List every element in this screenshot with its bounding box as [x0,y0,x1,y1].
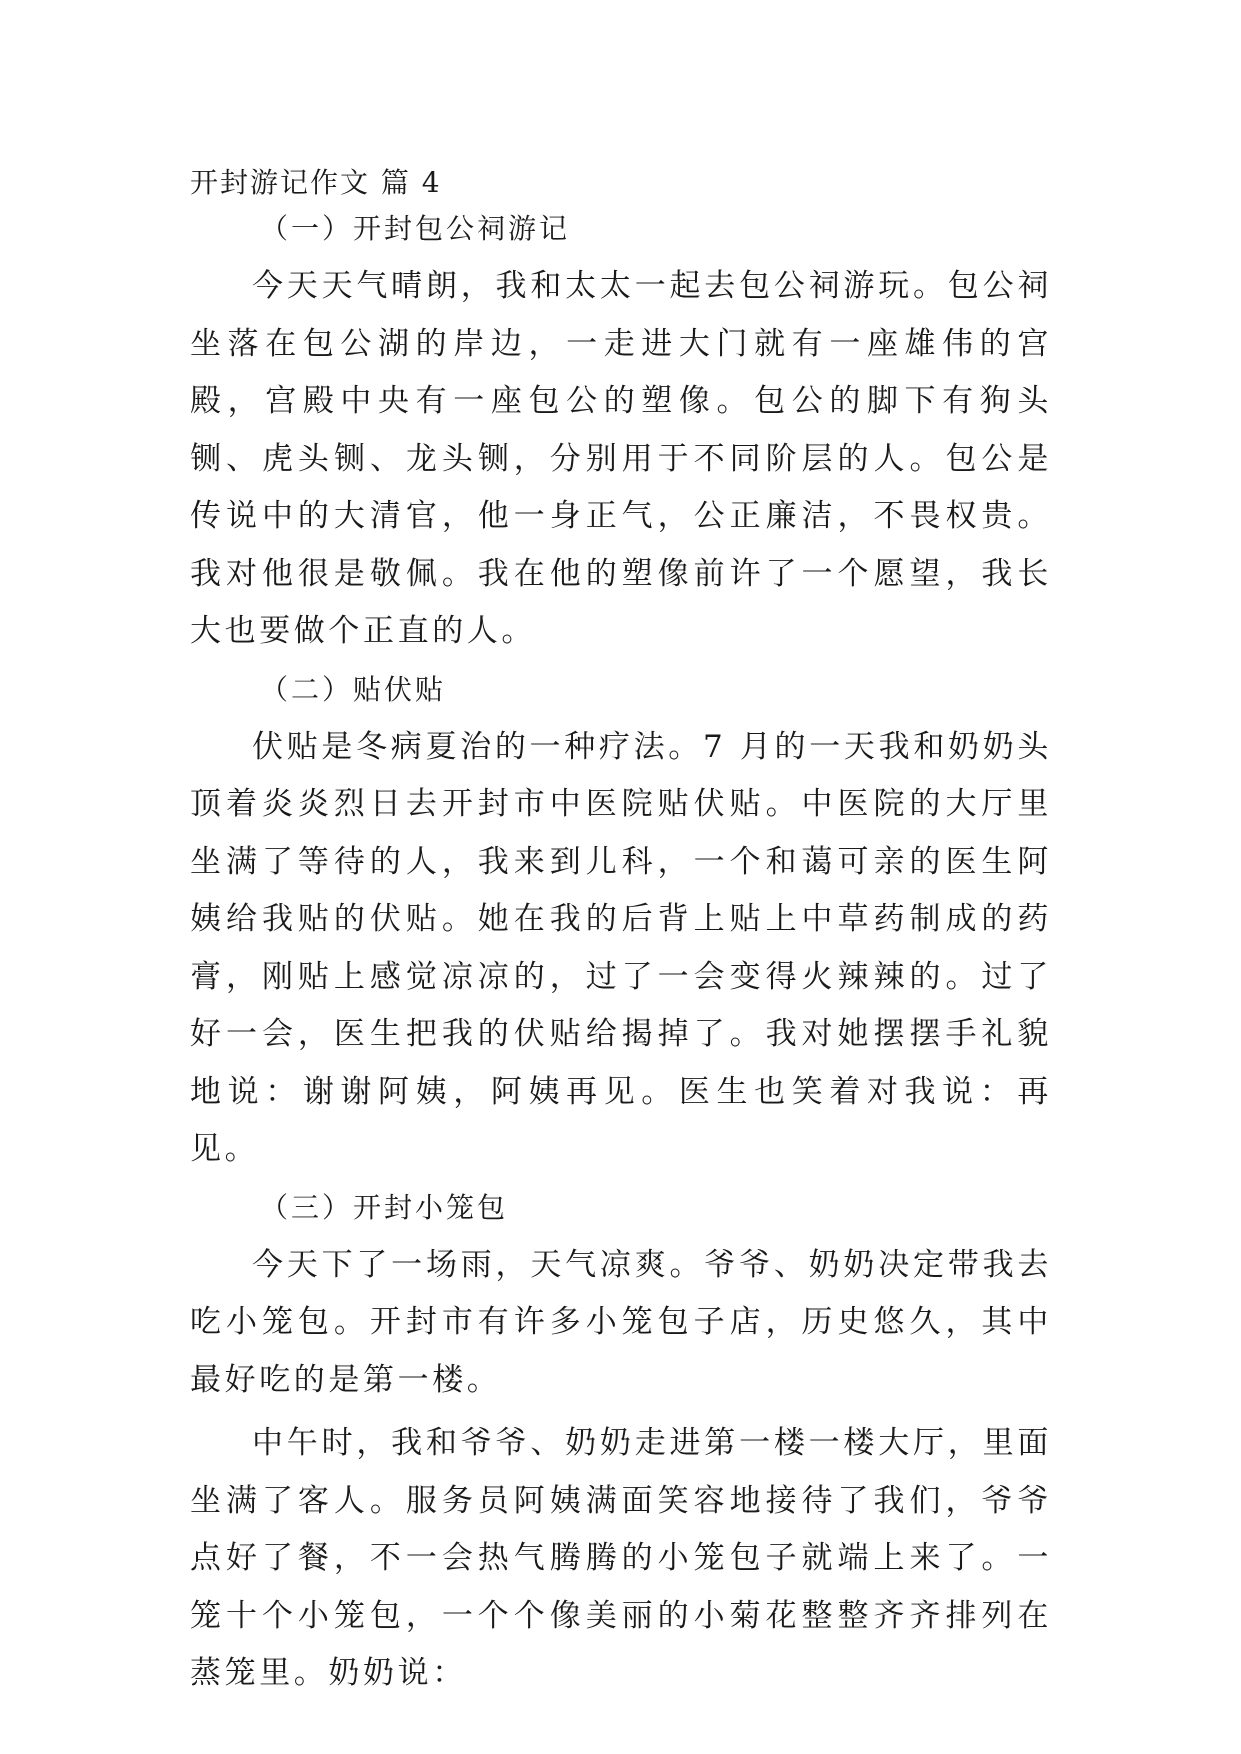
essay-title: 开封游记作文 篇 4 [190,166,442,199]
document-body [190,160,1052,1709]
paragraph: 伏贴是冬病夏治的一种疗法。7 月的一天我和奶奶头顶着炎炎烈日去开封市中医院贴伏贴。中医院的大厅里坐满了等待的人，我来到儿科，一个和蔼可亲的医生阿姨给我贴的伏贴。她在我的后背上贴上中草药制成的药膏，刚贴上感觉凉凉的，过了一会变得火辣辣的。过了好一会，医生把我的伏贴给揭掉了。我对她摆摆手礼貌地说：谢谢阿姨，阿姨再见。医生也笑着对我说：再见。 [190,728,1052,1167]
section-heading-3: （三）开封小笼包 [260,1190,509,1224]
paragraph: 中午时，我和爷爷、奶奶走进第一楼一楼大厅，里面坐满了客人。服务员阿姨满面笑容地接待了我们，爷爷点好了餐，不一会热气腾腾的小笼包子就端上来了。一笼十个小笼包，一个个像美丽的小菊花整整齐齐排列在蒸笼里。奶奶说： [190,1425,1052,1691]
paragraph: 今天下了一场雨，天气凉爽。爷爷、奶奶决定带我去吃小笼包。开封市有许多小笼包子店，历史悠久，其中最好吃的是第一楼。 [190,1246,1052,1398]
section-heading-1: （一）开封包公祠游记 [260,212,571,245]
paragraph: 今天天气晴朗，我和太太一起去包公祠游玩。包公祠坐落在包公湖的岸边，一走进大门就有一座雄伟的宫殿，宫殿中央有一座包公的塑像。包公的脚下有狗头铡、虎头铡、龙头铡，分别用于不同阶层的人。包公是传说中的大清官，他一身正气，公正廉洁，不畏权贵。我对他很是敬佩。我在他的塑像前许了一个愿望，我长大也要做个正直的人。 [190,268,1052,649]
section-heading-2: （二）贴伏贴 [260,672,447,706]
